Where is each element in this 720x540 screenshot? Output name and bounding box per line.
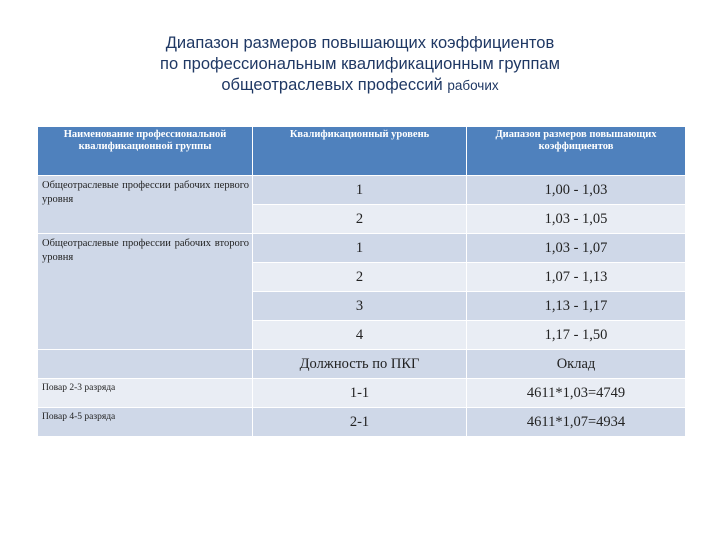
title-line-3	[0, 75, 720, 96]
position-name: Повар 4-5 разряда	[38, 408, 253, 437]
header-group-name: Наименование профессиональной квалификационной группы	[38, 127, 253, 176]
header-level: Квалификационный уровень	[253, 127, 467, 176]
subheader-position: Должность по ПКГ	[253, 350, 467, 379]
title-line-3-main: общеотраслевых профессий	[221, 76, 448, 94]
level-cell: 2	[253, 205, 467, 234]
range-cell: 1,03 - 1,07	[467, 234, 686, 263]
subheader-salary: Оклад	[467, 350, 686, 379]
table-row	[38, 234, 686, 263]
group-name-1: Общеотраслевые профессии рабочих первого уровня	[38, 176, 253, 234]
title-line-2: по профессиональным квалификационным группам	[160, 55, 560, 73]
subheader-empty-cell	[38, 350, 253, 379]
range-cell: 1,07 - 1,13	[467, 263, 686, 292]
level-cell: 1	[253, 234, 467, 263]
table-row	[38, 176, 686, 205]
pkg-cell: 2-1	[253, 408, 467, 437]
level-cell: 1	[253, 176, 467, 205]
range-cell: 1,03 - 1,05	[467, 205, 686, 234]
coefficients-table	[37, 126, 686, 437]
header-range: Диапазон размеров повышающих коэффициентов	[467, 127, 686, 176]
range-cell: 1,17 - 1,50	[467, 321, 686, 350]
salary-cell: 4611*1,07=4934	[467, 408, 686, 437]
level-cell: 4	[253, 321, 467, 350]
table-header-row	[38, 127, 686, 176]
table-row	[38, 408, 686, 437]
range-cell: 1,13 - 1,17	[467, 292, 686, 321]
salary-cell: 4611*1,03=4749	[467, 379, 686, 408]
table-subheader-row	[38, 350, 686, 379]
level-cell: 3	[253, 292, 467, 321]
title-line-1: Диапазон размеров повышающих коэффициентов	[165, 34, 555, 52]
group-name-2: Общеотраслевые профессии рабочих второго уровня	[38, 234, 253, 350]
slide-title	[0, 33, 720, 96]
range-cell: 1,00 - 1,03	[467, 176, 686, 205]
level-cell: 2	[253, 263, 467, 292]
title-line-3-small: рабочих	[447, 78, 499, 93]
pkg-cell: 1-1	[253, 379, 467, 408]
position-name: Повар 2-3 разряда	[38, 379, 253, 408]
table-row	[38, 379, 686, 408]
